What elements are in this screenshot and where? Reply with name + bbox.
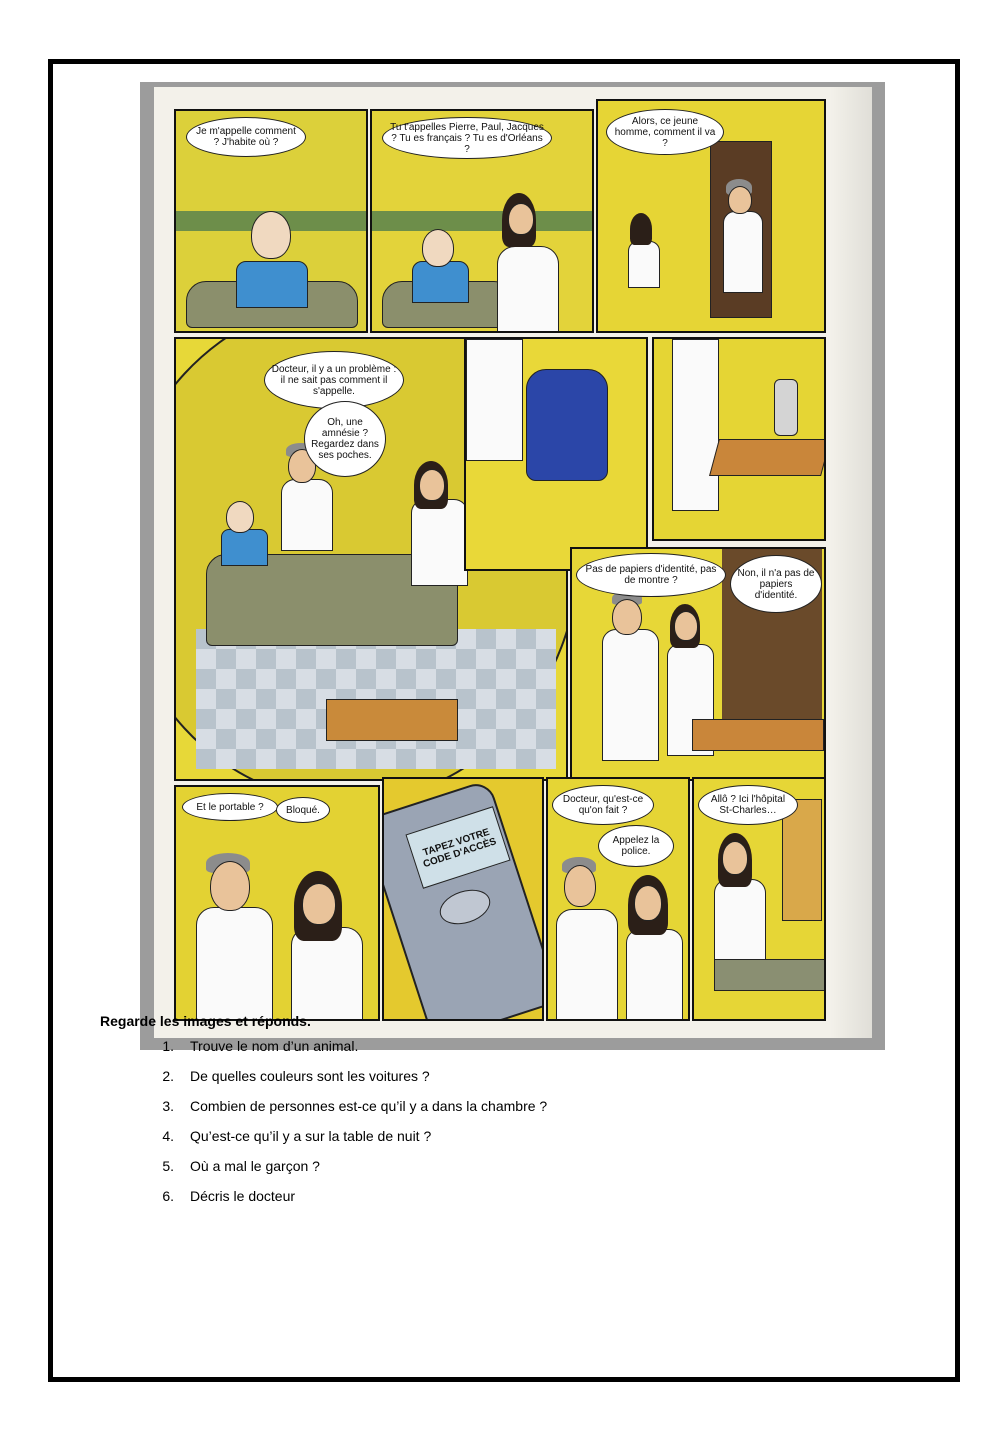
question-item bbox=[100, 1067, 820, 1097]
comic-panel-7 bbox=[570, 547, 826, 781]
comic-panel-6 bbox=[652, 337, 826, 541]
comic-panel-9 bbox=[382, 777, 544, 1021]
question-text: Décris le docteur bbox=[190, 1188, 296, 1204]
comic-panel-11 bbox=[692, 777, 826, 1021]
question-text: Trouve le nom d’un animal. bbox=[190, 1038, 359, 1054]
speech-bubble: Docteur, qu'est-ce qu'on fait ? bbox=[552, 785, 654, 825]
question-text: Combien de personnes est-ce qu’il y a dans la chambre ? bbox=[190, 1098, 548, 1114]
question-text: Qu’est-ce qu’il y a sur la table de nuit ? bbox=[190, 1128, 432, 1144]
speech-bubble: Bloqué. bbox=[276, 797, 330, 823]
exercise-section bbox=[100, 1013, 820, 1217]
speech-bubble: Allô ? Ici l'hôpital St-Charles… bbox=[698, 785, 798, 825]
speech-bubble: Appelez la police. bbox=[598, 825, 674, 867]
speech-bubble: Je m'appelle comment ? J'habite où ? bbox=[186, 117, 306, 157]
question-number: 6. bbox=[162, 1188, 174, 1204]
comic-panel-3 bbox=[596, 99, 826, 333]
comic-panel-2 bbox=[370, 109, 594, 333]
speech-bubble: Alors, ce jeune homme, comment il va ? bbox=[606, 109, 724, 155]
question-item bbox=[100, 1037, 820, 1067]
phone-screen-text: TAPEZ VOTRE CODE D'ACCÈS bbox=[421, 826, 498, 870]
question-item bbox=[100, 1127, 820, 1157]
comic-scan bbox=[140, 82, 885, 1050]
question-item bbox=[100, 1097, 820, 1127]
question-number: 2. bbox=[162, 1068, 174, 1084]
speech-bubble: Et le portable ? bbox=[182, 793, 278, 821]
comic-page bbox=[154, 87, 872, 1038]
question-list bbox=[100, 1037, 820, 1217]
question-number: 4. bbox=[162, 1128, 174, 1144]
comic-panel-8 bbox=[174, 785, 380, 1021]
comic-panel-1 bbox=[174, 109, 368, 333]
comic-panel-10 bbox=[546, 777, 690, 1021]
speech-bubble: Oh, une amnésie ? Regardez dans ses poches. bbox=[304, 401, 386, 477]
speech-bubble: Docteur, il y a un problème : il ne sait pas comment il s'appelle. bbox=[264, 351, 404, 409]
speech-bubble: Non, il n'a pas de papiers d'identité. bbox=[730, 555, 822, 613]
speech-bubble: Pas de papiers d'identité, pas de montre ? bbox=[576, 553, 726, 597]
question-item bbox=[100, 1187, 820, 1217]
exercise-title: Regarde les images et réponds. bbox=[100, 1013, 311, 1029]
question-text: Où a mal le garçon ? bbox=[190, 1158, 320, 1174]
question-number: 1. bbox=[162, 1038, 174, 1054]
question-number: 5. bbox=[162, 1158, 174, 1174]
comic-panel-5 bbox=[464, 337, 648, 571]
question-item bbox=[100, 1157, 820, 1187]
speech-bubble: Tu t'appelles Pierre, Paul, Jacques ? Tu es français ? Tu es d'Orléans ? bbox=[382, 117, 552, 159]
question-text: De quelles couleurs sont les voitures ? bbox=[190, 1068, 430, 1084]
question-number: 3. bbox=[162, 1098, 174, 1114]
